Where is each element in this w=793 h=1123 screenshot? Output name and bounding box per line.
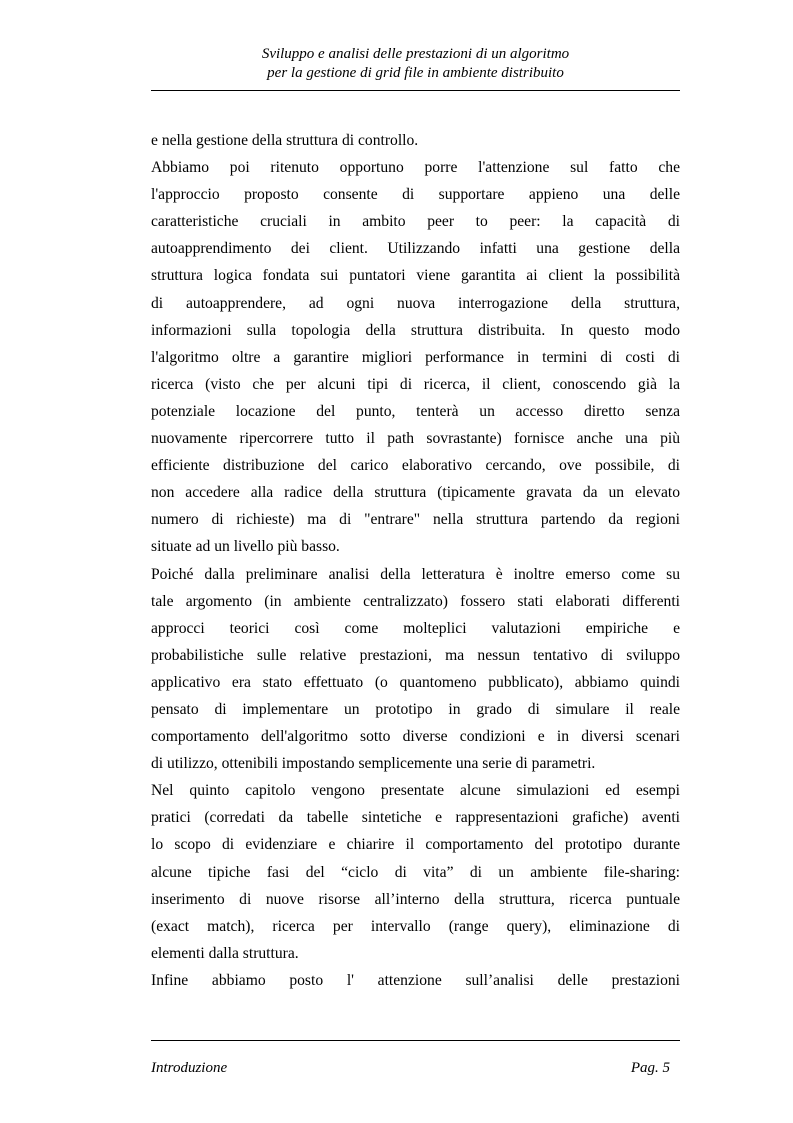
text-line: struttura logica fondata sui puntatori viene garantita ai client la possibilità [151,267,680,285]
text-line: caratteristiche cruciali in ambito peer to peer: la capacità di [151,213,680,231]
text-line: Nel quinto capitolo vengono presentate alcune simulazioni ed esempi [151,782,680,800]
text-line: pratici (corredati da tabelle sintetiche e rappresentazioni grafiche) aventi [151,809,680,827]
text-line: inserimento di nuove risorse all’interno della struttura, ricerca puntuale [151,890,680,908]
text-line: probabilistiche sulle relative prestazioni, ma nessun tentativo di sviluppo [151,646,680,664]
text-line: numero di richieste) ma di "entrare" nella struttura partendo da regioni [151,511,680,529]
text-line: nuovamente ripercorrere tutto il path sovrastante) fornisce anche una più [151,430,680,448]
text-line: lo scopo di evidenziare e chiarire il comportamento del prototipo durante [151,836,680,854]
text-line: comportamento dell'algoritmo sotto diverse condizioni e in diversi scenari [151,728,680,746]
footer-section-title: Introduzione [151,1060,228,1076]
text-line: e nella gestione della struttura di controllo. [151,132,419,149]
text-line: alcune tipiche fasi del “ciclo di vita” di un ambiente file-sharing: [151,863,680,881]
text-line: Abbiamo poi ritenuto opportuno porre l'attenzione sul fatto che [151,159,680,177]
text-line: informazioni sulla topologia della struttura distribuita. In questo modo [151,321,680,339]
text-line: l'approccio proposto consente di supportare appieno una delle [151,186,680,204]
text-line: situate ad un livello più basso. [151,538,340,556]
text-line: ricerca (visto che per alcuni tipi di ricerca, il client, conoscendo già la [151,375,680,393]
text-line: Poiché dalla preliminare analisi della letteratura è inoltre emerso come su [151,565,680,583]
header-title-line-1: Sviluppo e analisi delle prestazioni di un algoritmo [261,46,570,62]
text-line: approcci teorici così come molteplici valutazioni empiriche e [151,619,680,637]
text-line: efficiente distribuzione del carico elaborativo cercando, ove possibile, di [151,457,680,475]
text-line: Infine abbiamo posto l' attenzione sull’analisi delle prestazioni [151,971,680,989]
text-line: pensato di implementare un prototipo in grado di simulare il reale [151,700,680,718]
text-line: non accedere alla radice della struttura (tipicamente gravata da un elevato [151,484,680,502]
text-line: di utilizzo, ottenibili impostando semplicemente una serie di parametri. [151,755,596,773]
text-line: l'algoritmo oltre a garantire migliori performance in termini di costi di [151,348,680,366]
text-line: applicativo era stato effettuato (o quantomeno pubblicato), abbiamo quindi [151,673,680,691]
text-line: di autoapprendere, ad ogni nuova interrogazione della struttura, [151,294,680,312]
text-line: elementi dalla struttura. [151,944,299,962]
text-line: tale argomento (in ambiente centralizzato) fossero stati elaborati differenti [151,592,680,610]
body-text [151,127,680,994]
text-line: autoapprendimento dei client. Utilizzando infatti una gestione della [151,240,680,258]
footer-divider [151,1040,680,1041]
header-title-line-2: per la gestione di grid file in ambiente distribuito [267,65,564,81]
footer-page-number: Pag. 5 [630,1060,670,1076]
running-header [151,45,680,83]
header-divider [151,90,680,91]
text-line: potenziale locazione del punto, tenterà un accesso diretto senza [151,402,680,420]
text-line: (exact match), ricerca per intervallo (range query), eliminazione di [151,917,680,935]
